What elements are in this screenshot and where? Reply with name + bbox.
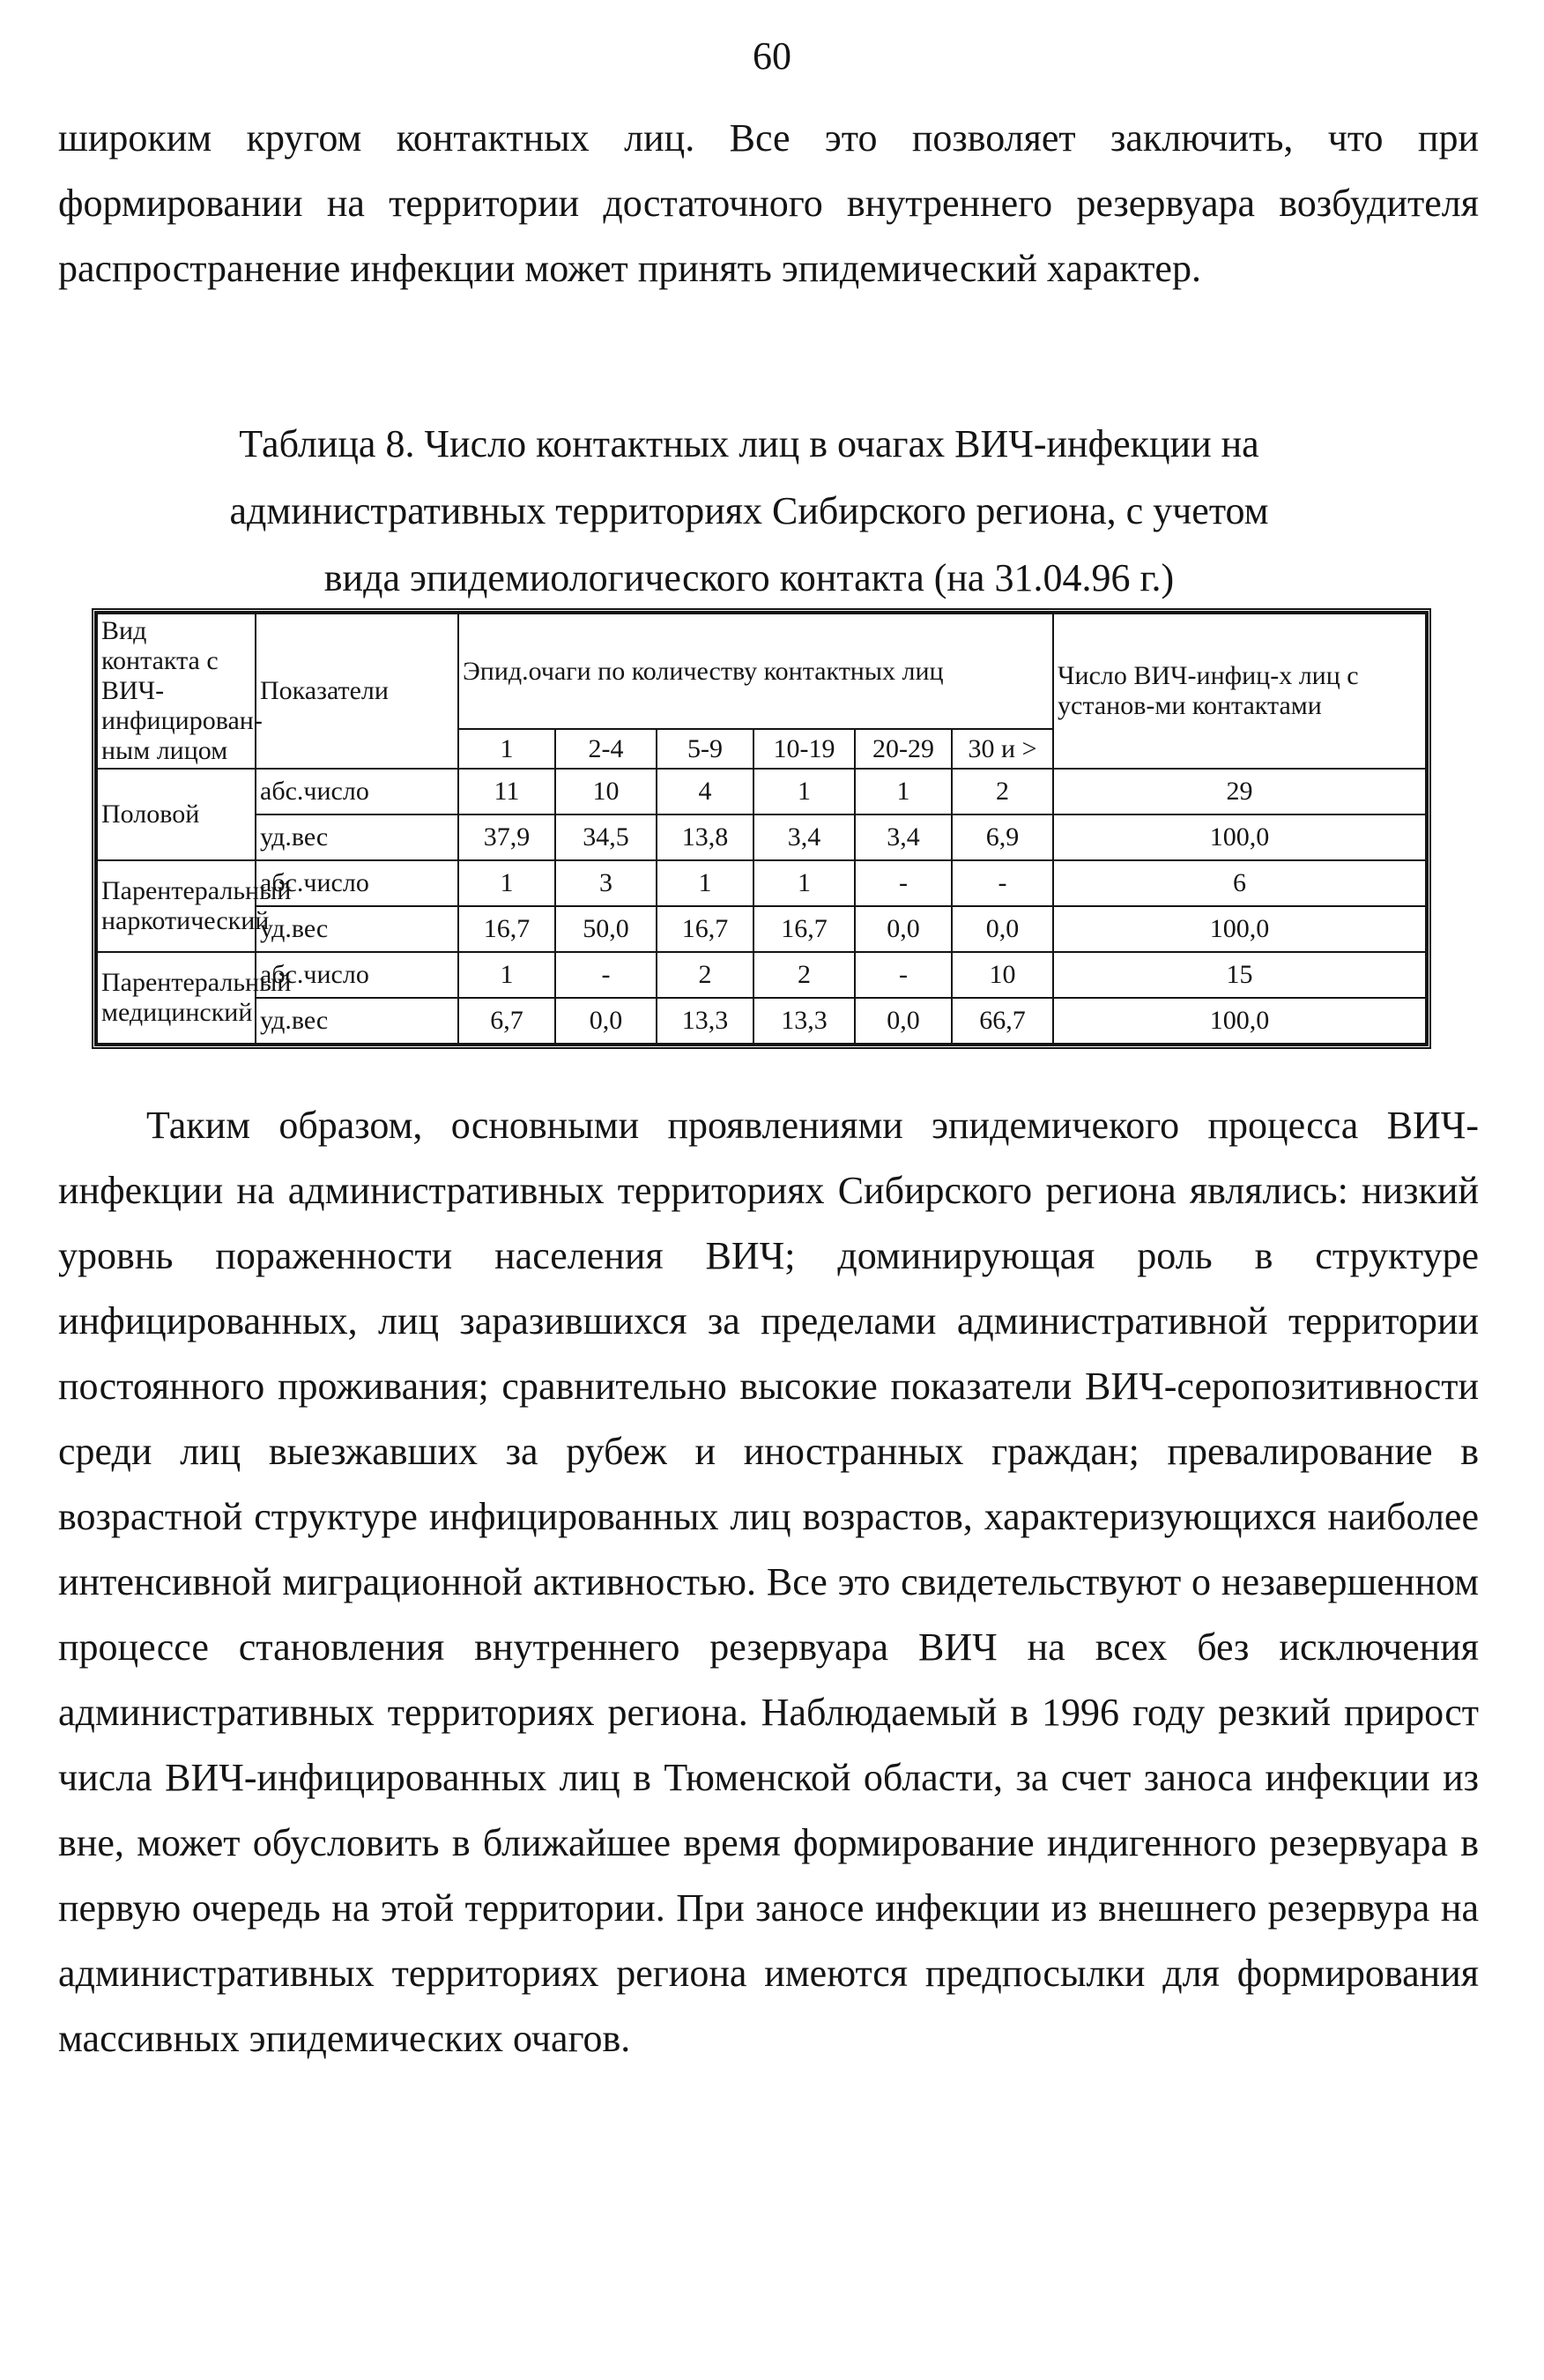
header-total: Число ВИЧ-инфиц-х лиц с установ-ми контактами [1053,614,1426,769]
table-cell: 37,9 [458,814,555,860]
row-total: 15 [1053,952,1426,998]
header-foci-col: 2-4 [555,729,657,769]
row-indicator: абс.число [256,952,458,998]
table-cell: - [555,952,657,998]
header-contact-type: Вид контакта с ВИЧ-инфицирован-ным лицом [97,614,256,769]
table-cell: 10 [555,769,657,814]
table-cell: 16,7 [657,906,753,952]
table-cell: 10 [952,952,1053,998]
row-total: 6 [1053,860,1426,906]
row-category: Половой [97,769,256,860]
table-cell: - [855,952,952,998]
row-indicator: уд.вес [256,814,458,860]
header-foci-col: 20-29 [855,729,952,769]
table-cell: 13,3 [657,998,753,1044]
row-total: 100,0 [1053,906,1426,952]
table-row [97,814,1426,860]
table-cell: 2 [952,769,1053,814]
table-cell: 0,0 [555,998,657,1044]
paragraph-intro: широким кругом контактных лиц. Все это позволяет заключить, что при формировании на территории достаточного внутреннего резервуара возбудителя распространение инфекции может принять эпидемический характер. [58,116,1479,290]
table-cell: - [952,860,1053,906]
table-row [97,952,1426,998]
caption-line-1: Таблица 8. Число контактных лиц в очагах ВИЧ-инфекции на [239,422,1259,465]
page-number: 60 [753,34,791,78]
row-category: Парентеральный наркотический [97,860,256,952]
row-indicator: абс.число [256,860,458,906]
table-cell: 6,7 [458,998,555,1044]
row-total: 29 [1053,769,1426,814]
table-cell: 1 [458,860,555,906]
row-indicator: абс.число [256,769,458,814]
row-indicator: уд.вес [256,998,458,1044]
table-cell: 0,0 [855,906,952,952]
table-cell: 1 [753,860,855,906]
table-cell: 16,7 [753,906,855,952]
table-cell: 3,4 [855,814,952,860]
table-cell: 1 [753,769,855,814]
table-cell: 2 [753,952,855,998]
table-row [97,998,1426,1044]
table-cell: 4 [657,769,753,814]
header-foci-col: 5-9 [657,729,753,769]
row-total: 100,0 [1053,814,1426,860]
table-cell: 16,7 [458,906,555,952]
table-cell: 3,4 [753,814,855,860]
header-foci-col: 1 [458,729,555,769]
table-cell: 1 [855,769,952,814]
contacts-table-frame [92,608,1431,1049]
row-category: Парентеральный медицинский [97,952,256,1044]
contacts-table [96,613,1427,1045]
table-row [97,906,1426,952]
paragraph-conclusion: Таким образом, основными проявлениями эпидемичекого процесса ВИЧ-инфекции на административных территориях Сибирского региона являлись: низкий уровнь пораженности населения ВИЧ; доминирующая роль в структуре инфицированных, лиц заразившихся за пределами административной территории постоянного проживания; сравнительно высокие показатели ВИЧ-серопозитивности среди лиц выезжавших за рубеж и иностранных граждан; превалирование в возрастной структуре инфицированных лиц возрастов, характеризующихся наиболее интенсивной миграционной активностью. Все это свидетельствуют о незавершенном процессе становления внутреннего резервуара ВИЧ на всех без исключения административных территориях региона. Наблюдаемый в 1996 году резкий прирост числа ВИЧ-инфицированных лиц в Тюменской области, за счет заноса инфекции из вне, может обусловить в ближайшее время формирование индигенного резервуара в первую очередь на этой территории. При заносе инфекции из внешнего резервура на административных территориях региона имеются предпосылки для формирования массивных эпидемических очагов. [58,1104,1479,2060]
table-cell: 2 [657,952,753,998]
table-cell: 1 [657,860,753,906]
header-foci-col: 30 и > [952,729,1053,769]
table-row [97,860,1426,906]
table-cell: 13,3 [753,998,855,1044]
row-indicator: уд.вес [256,906,458,952]
table-cell: 13,8 [657,814,753,860]
table-row [97,769,1426,814]
table-cell: 66,7 [952,998,1053,1044]
header-indicators: Показатели [256,614,458,769]
table-cell: 11 [458,769,555,814]
header-foci-group: Эпид.очаги по количеству контактных лиц [458,614,1053,729]
table-cell: 34,5 [555,814,657,860]
table-caption [132,411,1366,612]
table-cell: 1 [458,952,555,998]
table-cell: 0,0 [952,906,1053,952]
caption-line-3: вида эпидемиологического контакта (на 31.04.96 г.) [323,556,1175,599]
table-cell: 6,9 [952,814,1053,860]
caption-line-2: административных территориях Сибирского региона, с учетом [229,489,1269,532]
table-cell: 0,0 [855,998,952,1044]
table-cell: 3 [555,860,657,906]
header-foci-col: 10-19 [753,729,855,769]
table-cell: 50,0 [555,906,657,952]
table-cell: - [855,860,952,906]
row-total: 100,0 [1053,998,1426,1044]
